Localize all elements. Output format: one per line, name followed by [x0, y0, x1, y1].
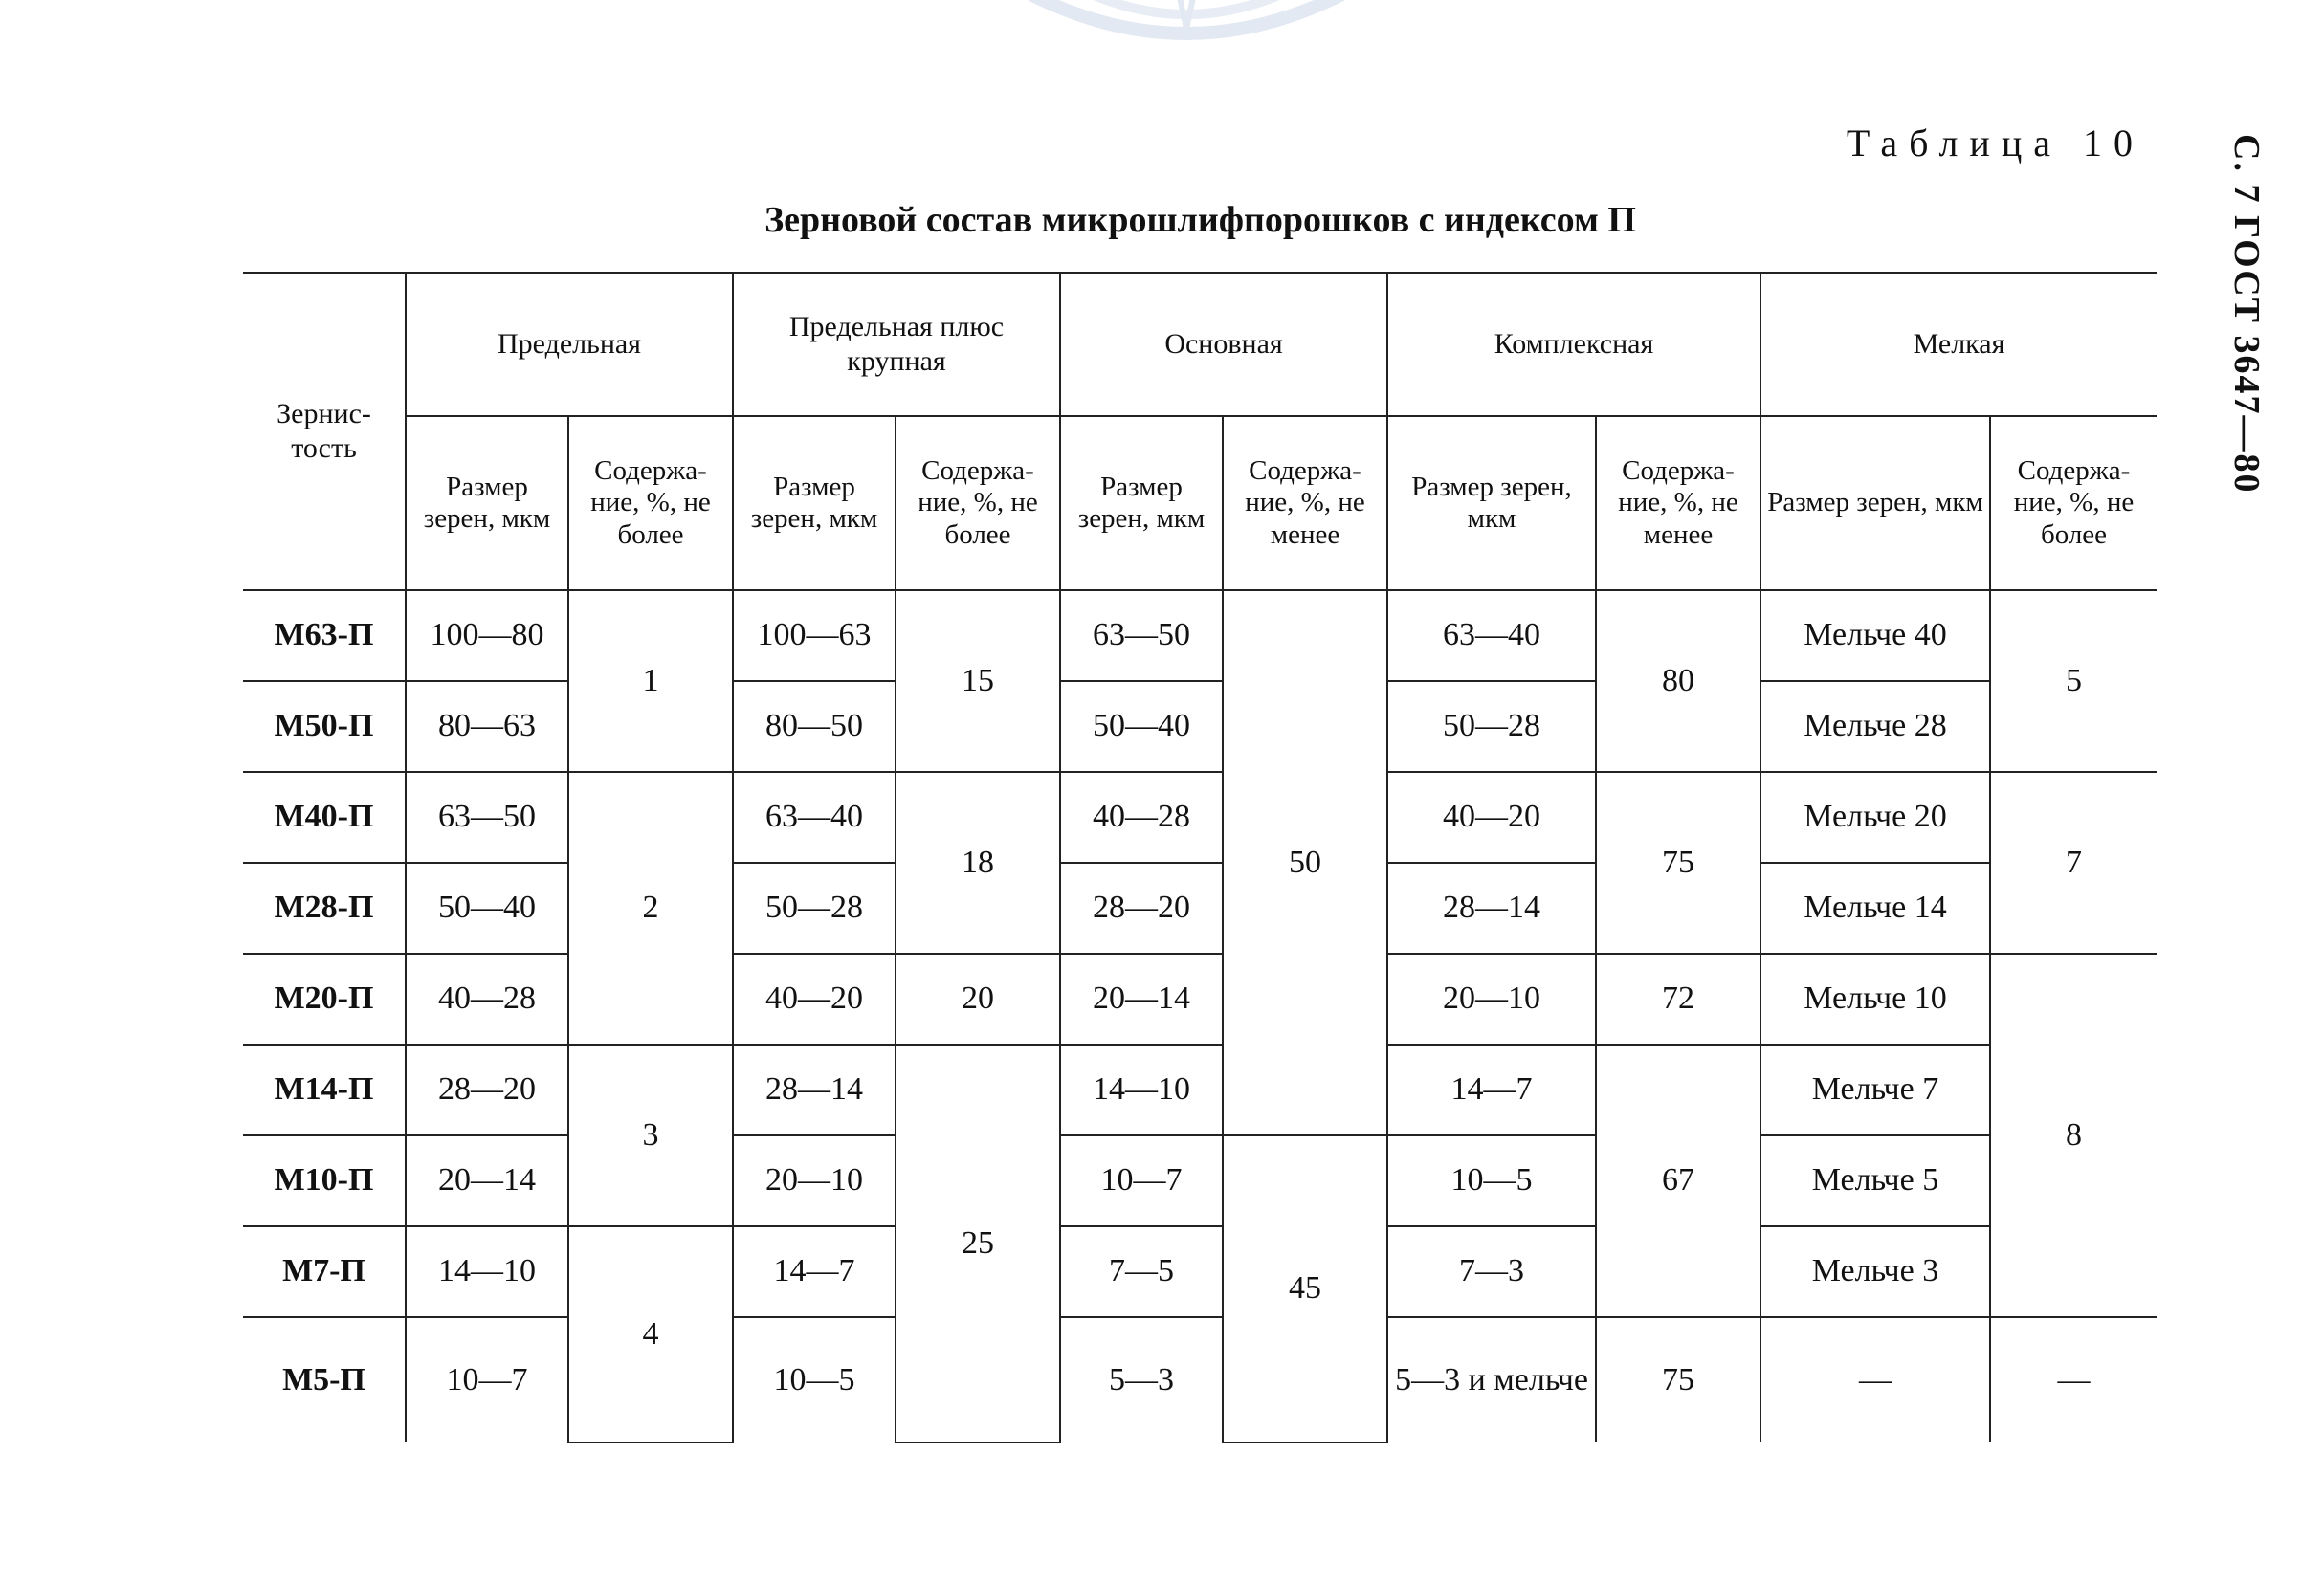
complex-content-cell: 75	[1596, 772, 1760, 954]
limit-size-cell: 50—40	[406, 863, 568, 954]
main-content-cell: 45	[1223, 1135, 1387, 1442]
table-title: Зерновой состав микрошлифпорошков с индексом П	[764, 200, 1636, 240]
main-size-cell: 28—20	[1060, 863, 1223, 954]
header-size: Размер зерен, мкм	[1060, 416, 1223, 590]
table-row	[243, 954, 2157, 1045]
grain-composition-table	[243, 272, 2157, 1443]
header-size: Размер зерен, мкм	[733, 416, 896, 590]
header-group-complex: Комплексная	[1387, 273, 1760, 416]
header-grit: Зернис-тость	[243, 273, 406, 590]
table-row	[243, 772, 2157, 863]
table-row	[243, 1317, 2157, 1442]
complex-size-cell: 63—40	[1387, 590, 1596, 681]
fine-size-cell: Мельче 14	[1760, 863, 1990, 954]
limit-size-cell: 100—80	[406, 590, 568, 681]
grit-cell: М40-П	[243, 772, 406, 863]
plus-content-cell: 18	[896, 772, 1060, 954]
main-content-cell: 50	[1223, 590, 1387, 1135]
limit-size-cell: 28—20	[406, 1045, 568, 1135]
header-group-main: Основная	[1060, 273, 1387, 416]
header-size: Размер зерен, мкм	[1760, 416, 1990, 590]
complex-size-cell: 20—10	[1387, 954, 1596, 1045]
fine-size-cell: Мельче 3	[1760, 1226, 1990, 1317]
fine-size-cell: Мельче 7	[1760, 1045, 1990, 1135]
complex-content-cell: 80	[1596, 590, 1760, 772]
header-group-fine: Мелкая	[1760, 273, 2157, 416]
header-row-groups	[243, 273, 2157, 416]
fine-size-cell: Мельче 10	[1760, 954, 1990, 1045]
main-size-cell: 40—28	[1060, 772, 1223, 863]
fine-content-cell: 7	[1990, 772, 2157, 954]
plus-size-cell: 20—10	[733, 1135, 896, 1226]
header-row-subcolumns	[243, 416, 2157, 590]
limit-size-cell: 40—28	[406, 954, 568, 1045]
plus-size-cell: 14—7	[733, 1226, 896, 1317]
complex-size-cell: 50—28	[1387, 681, 1596, 772]
limit-size-cell: 63—50	[406, 772, 568, 863]
grit-cell: М5-П	[243, 1317, 406, 1442]
plus-size-cell: 80—50	[733, 681, 896, 772]
main-size-cell: 14—10	[1060, 1045, 1223, 1135]
complex-size-cell: 10—5	[1387, 1135, 1596, 1226]
fine-content-cell: 8	[1990, 954, 2157, 1317]
table-row	[243, 863, 2157, 954]
complex-content-cell: 75	[1596, 1317, 1760, 1442]
grit-cell: М10-П	[243, 1135, 406, 1226]
header-group-limit: Предельная	[406, 273, 733, 416]
limit-size-cell: 14—10	[406, 1226, 568, 1317]
limit-content-cell: 3	[568, 1045, 733, 1226]
complex-size-cell: 14—7	[1387, 1045, 1596, 1135]
header-size: Размер зерен, мкм	[1387, 416, 1596, 590]
plus-content-cell: 15	[896, 590, 1060, 772]
complex-content-cell: 72	[1596, 954, 1760, 1045]
complex-content-cell: 67	[1596, 1045, 1760, 1317]
plus-size-cell: 63—40	[733, 772, 896, 863]
header-group-limit-plus-coarse: Предельная плюс крупная	[733, 273, 1060, 416]
grit-cell: М28-П	[243, 863, 406, 954]
table-number: Таблица 10	[1846, 121, 2144, 165]
header-content: Содержа-ние, %, не менее	[1596, 416, 1760, 590]
complex-size-cell: 40—20	[1387, 772, 1596, 863]
plus-size-cell: 10—5	[733, 1317, 896, 1442]
header-content: Содержа-ние, %, не более	[896, 416, 1060, 590]
plus-content-cell: 25	[896, 1045, 1060, 1442]
main-size-cell: 5—3	[1060, 1317, 1223, 1442]
limit-content-cell: 1	[568, 590, 733, 772]
fine-size-cell: —	[1760, 1317, 1990, 1442]
complex-size-cell: 28—14	[1387, 863, 1596, 954]
table-row	[243, 1045, 2157, 1135]
limit-size-cell: 80—63	[406, 681, 568, 772]
fine-size-cell: Мельче 28	[1760, 681, 1990, 772]
header-content: Содержа-ние, %, не менее	[1223, 416, 1387, 590]
main-size-cell: 10—7	[1060, 1135, 1223, 1226]
limit-content-cell: 4	[568, 1226, 733, 1442]
fine-size-cell: Мельче 5	[1760, 1135, 1990, 1226]
plus-size-cell: 28—14	[733, 1045, 896, 1135]
complex-size-cell: 7—3	[1387, 1226, 1596, 1317]
table-row	[243, 681, 2157, 772]
plus-content-cell: 20	[896, 954, 1060, 1045]
complex-size-cell: 5—3 и мельче	[1387, 1317, 1596, 1442]
plus-size-cell: 40—20	[733, 954, 896, 1045]
fine-content-cell: —	[1990, 1317, 2157, 1442]
page-reference: С. 7 ГОСТ 3647—80	[2226, 134, 2267, 495]
header-content: Содержа-ние, %, не более	[568, 416, 733, 590]
grit-cell: М20-П	[243, 954, 406, 1045]
table-row	[243, 590, 2157, 681]
header-content: Содержа-ние, %, не более	[1990, 416, 2157, 590]
limit-size-cell: 10—7	[406, 1317, 568, 1442]
fine-content-cell: 5	[1990, 590, 2157, 772]
header-size: Размер зерен, мкм	[406, 416, 568, 590]
watermark-emblem	[957, 0, 1416, 67]
grit-cell: М50-П	[243, 681, 406, 772]
grit-cell: М63-П	[243, 590, 406, 681]
main-size-cell: 7—5	[1060, 1226, 1223, 1317]
main-size-cell: 20—14	[1060, 954, 1223, 1045]
plus-size-cell: 50—28	[733, 863, 896, 954]
plus-size-cell: 100—63	[733, 590, 896, 681]
limit-size-cell: 20—14	[406, 1135, 568, 1226]
limit-content-cell: 2	[568, 772, 733, 1045]
table-row	[243, 1226, 2157, 1317]
grit-cell: М14-П	[243, 1045, 406, 1135]
fine-size-cell: Мельче 40	[1760, 590, 1990, 681]
main-size-cell: 63—50	[1060, 590, 1223, 681]
table-row	[243, 1135, 2157, 1226]
main-size-cell: 50—40	[1060, 681, 1223, 772]
fine-size-cell: Мельче 20	[1760, 772, 1990, 863]
grit-cell: М7-П	[243, 1226, 406, 1317]
